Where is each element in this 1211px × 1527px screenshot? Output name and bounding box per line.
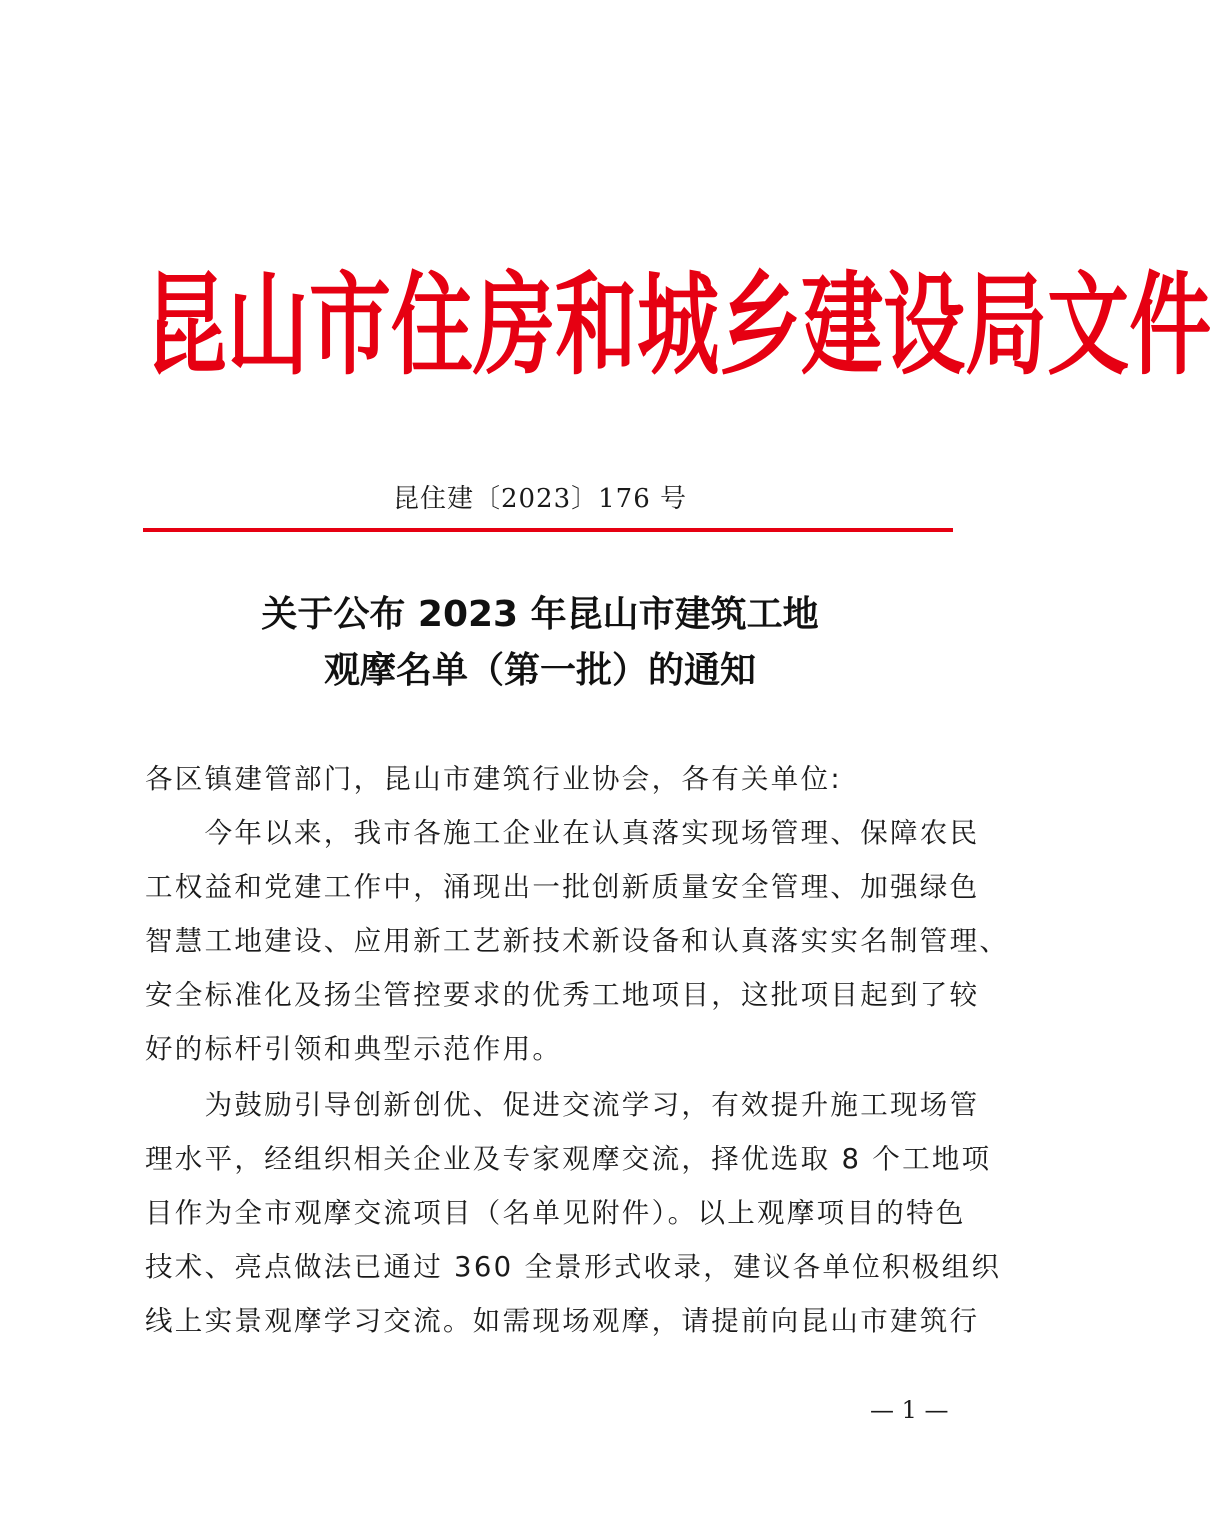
header-char: 建 bbox=[801, 262, 884, 391]
issuing-authority-header bbox=[145, 262, 1211, 392]
header-char: 局 bbox=[965, 262, 1048, 391]
body-line: 技术、亮点做法已通过 360 全景形式收录，建议各单位积极组织 bbox=[145, 1251, 1002, 1283]
body-line: 目作为全市观摩交流项目（名单见附件）。以上观摩项目的特色 bbox=[145, 1197, 966, 1229]
body-line: 今年以来，我市各施工企业在认真落实现场管理、保障农民 bbox=[145, 817, 980, 849]
body-line: 线上实景观摩学习交流。如需现场观摩，请提前向昆山市建筑行 bbox=[145, 1305, 980, 1337]
header-char: 和 bbox=[555, 262, 638, 391]
salutation: 各区镇建管部门，昆山市建筑行业协会，各有关单位: bbox=[145, 763, 842, 795]
body-line: 好的标杆引领和典型示范作用。 bbox=[145, 1033, 563, 1065]
header-char: 昆 bbox=[145, 262, 228, 391]
red-divider-line bbox=[143, 528, 953, 532]
header-char: 城 bbox=[637, 262, 720, 391]
body-line: 工权益和党建工作中，涌现出一批创新质量安全管理、加强绿色 bbox=[145, 871, 980, 903]
header-char: 文 bbox=[1047, 262, 1130, 391]
body-line: 为鼓励引导创新创优、促进交流学习，有效提升施工现场管 bbox=[145, 1089, 980, 1121]
header-char: 市 bbox=[309, 262, 392, 391]
header-char: 设 bbox=[883, 262, 966, 391]
notice-title-line-2: 观摩名单（第一批）的通知 bbox=[323, 650, 756, 691]
header-char: 件 bbox=[1129, 262, 1211, 391]
header-char: 乡 bbox=[719, 262, 802, 391]
notice-title-line-1: 关于公布 2023 年昆山市建筑工地 bbox=[261, 594, 819, 635]
header-char: 房 bbox=[473, 262, 556, 391]
header-char: 住 bbox=[391, 262, 474, 391]
body-line: 智慧工地建设、应用新工艺新技术新设备和认真落实实名制管理、 bbox=[145, 925, 1010, 957]
body-line: 安全标准化及扬尘管控要求的优秀工地项目，这批项目起到了较 bbox=[145, 979, 980, 1011]
page-number: — 1 — bbox=[870, 1396, 949, 1424]
document-number: 昆住建〔2023〕176 号 bbox=[392, 484, 688, 514]
header-char: 山 bbox=[227, 262, 310, 391]
body-line: 理水平，经组织相关企业及专家观摩交流，择优选取 8 个工地项 bbox=[145, 1143, 992, 1175]
